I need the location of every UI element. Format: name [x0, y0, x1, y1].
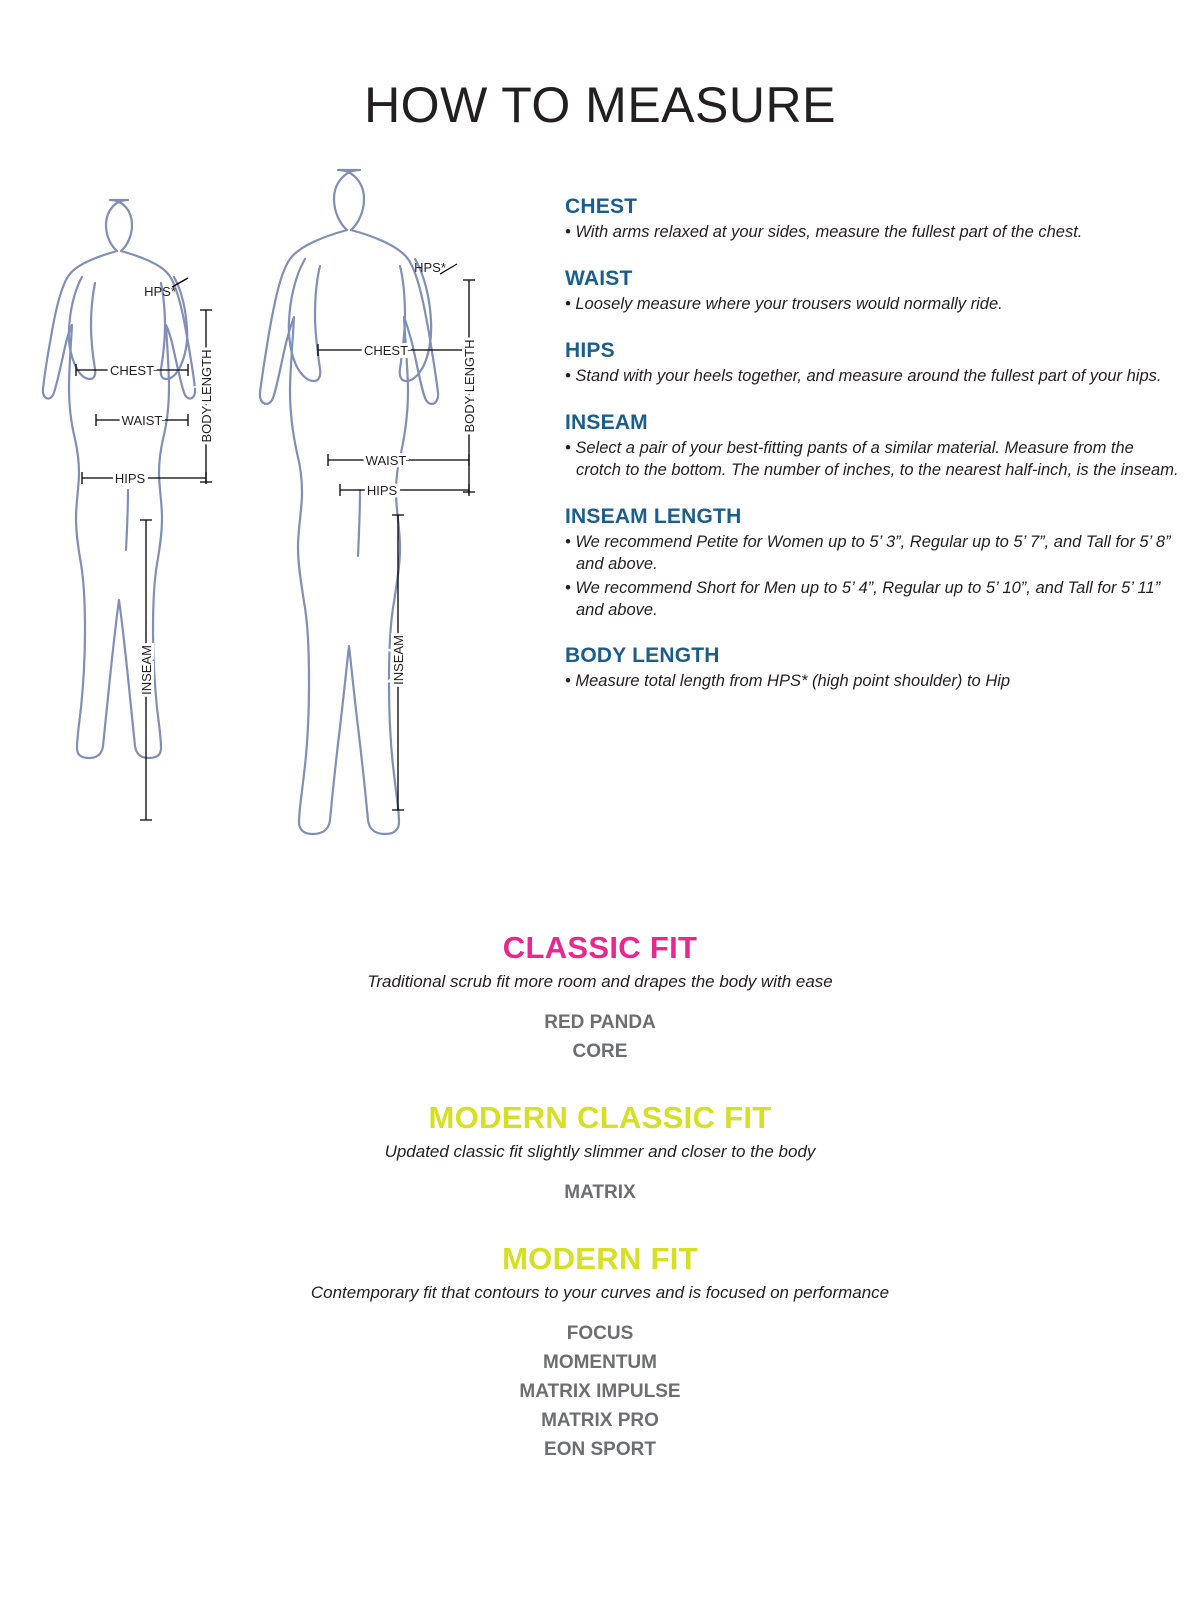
svg-text:CHEST: CHEST	[109, 363, 155, 378]
measure-text-waist-1: • Loosely measure where your trousers would normally ride.	[565, 294, 1003, 313]
measure-block-chest	[565, 195, 1180, 244]
svg-text:CHEST: CHEST	[363, 343, 409, 358]
svg-text:HPS*: HPS*	[144, 284, 176, 299]
fit-block-modern	[0, 1241, 1200, 1464]
measure-block-body-length	[565, 644, 1180, 693]
product-name: EON SPORT	[544, 1439, 656, 1461]
product-name: MATRIX	[564, 1182, 636, 1204]
measure-text-chest-1: • With arms relaxed at your sides, measure the fullest part of the chest.	[565, 223, 1083, 241]
product-name: CORE	[572, 1041, 628, 1063]
svg-text:INSEAM: INSEAM	[391, 635, 406, 685]
svg-text:WAIST: WAIST	[121, 413, 163, 428]
product-name: MATRIX PRO	[541, 1410, 659, 1432]
product-name: MATRIX IMPULSE	[519, 1381, 681, 1403]
product-name: MOMENTUM	[543, 1352, 657, 1374]
measure-heading-hips: HIPS	[565, 338, 615, 362]
measure-heading-body-length: BODY LENGTH	[565, 644, 720, 668]
fit-block-classic	[0, 930, 1200, 1066]
fit-products-classic	[0, 1008, 1200, 1066]
measure-text-inseam-1: • Select a pair of your best-fitting pants of a similar material. Measure from the crotch to the bottom. The number of inches, to the nearest half-inch, is the inseam.	[565, 438, 1179, 479]
measure-block-inseam	[565, 411, 1180, 482]
fit-products-modern-classic	[0, 1178, 1200, 1207]
product-name: RED PANDA	[544, 1012, 656, 1033]
fit-sections	[0, 930, 1200, 1499]
fit-block-modern-classic	[0, 1100, 1200, 1207]
measure-text-inseam-length-2: • We recommend Short for Men up to 5’ 4”, Regular up to 5’ 10”, and Tall for 5’ 11” and above.	[565, 578, 1161, 619]
svg-text:INSEAM: INSEAM	[139, 645, 154, 695]
svg-text:HIPS: HIPS	[366, 483, 398, 498]
fit-title-classic: CLASSIC FIT	[502, 930, 698, 965]
product-name: FOCUS	[566, 1323, 634, 1345]
measurement-instructions	[565, 195, 1180, 716]
svg-text:BODY LENGTH: BODY LENGTH	[199, 349, 214, 443]
fit-title-modern: MODERN FIT	[502, 1241, 698, 1277]
measure-block-waist	[565, 267, 1180, 316]
svg-text:WAIST: WAIST	[365, 453, 407, 468]
svg-text:BODY LENGTH: BODY LENGTH	[462, 339, 477, 433]
measure-heading-waist: WAIST	[565, 266, 633, 290]
measure-block-hips	[565, 339, 1180, 388]
fit-description-modern: Contemporary fit that contours to your curves and is focused on performance	[310, 1283, 890, 1303]
fit-products-modern	[0, 1319, 1200, 1464]
page-title: HOW TO MEASURE	[364, 76, 836, 133]
measure-heading-chest: CHEST	[565, 195, 638, 218]
fit-description-modern-classic: Updated classic fit slightly slimmer and closer to the body	[384, 1142, 816, 1162]
measure-heading-inseam: INSEAM	[565, 410, 648, 434]
svg-text:HPS*: HPS*	[414, 260, 446, 275]
measure-text-body-length-1: • Measure total length from HPS* (high point shoulder) to Hip	[565, 672, 1011, 691]
fit-title-modern-classic: MODERN CLASSIC FIT	[428, 1100, 772, 1136]
measure-text-hips-1: • Stand with your heels together, and measure around the fullest part of your hips.	[565, 366, 1162, 385]
fit-description-classic: Traditional scrub fit more room and drapes the body with ease	[367, 972, 833, 991]
measurement-figures	[20, 160, 540, 860]
svg-text:HIPS: HIPS	[114, 471, 146, 486]
measure-heading-inseam-length: INSEAM LENGTH	[565, 504, 742, 528]
measure-block-inseam-length	[565, 505, 1180, 622]
measure-text-inseam-length-1: • We recommend Petite for Women up to 5’ 3”, Regular up to 5’ 7”, and Tall for 5’ 8” and above.	[565, 532, 1171, 573]
